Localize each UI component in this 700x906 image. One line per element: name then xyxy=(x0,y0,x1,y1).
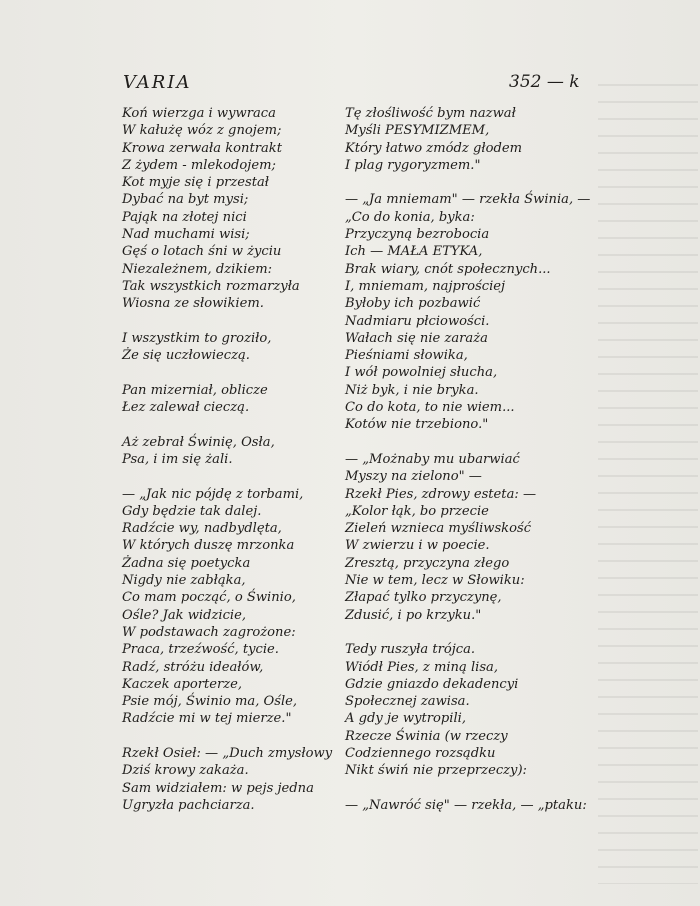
poem-line: „Kolor łąk, bo przecie xyxy=(345,503,489,519)
poem-line xyxy=(122,364,352,381)
poem-line: Ugryzła pachciarza. xyxy=(122,797,255,813)
poem-line: Radź, stróżu ideałów, xyxy=(122,659,264,675)
poem-line: Gdy będzie tak dalej. xyxy=(122,503,262,519)
poem-line: Byłoby ich pozbawić xyxy=(345,296,481,312)
poem-line: Wiódł Pies, z miną lisa, xyxy=(345,659,499,675)
poem-line: Wiosna ze słowikiem. xyxy=(122,296,264,312)
poem-line: Nad muchami wisi; xyxy=(122,227,250,243)
poem-line: Co do kota, to nie wiem... xyxy=(345,400,515,416)
poem-line: Ich — MAŁA ETYKA, xyxy=(345,244,483,260)
poem-line: I wół powolniej słucha, xyxy=(345,365,498,381)
poem-line: Myśli PESYMIZMEM, xyxy=(345,123,490,139)
poem-line: Dybać na byt mysi; xyxy=(122,192,249,208)
poem-line xyxy=(122,416,352,433)
poem-line: Łez zalewał cieczą. xyxy=(122,400,250,416)
poem-line: Niezależnem, dzikiem: xyxy=(122,261,273,277)
poem-line: Gęś o lotach śni w życiu xyxy=(122,244,282,260)
poem-line: Tedy ruszyła trójca. xyxy=(345,642,476,658)
poem-line: Nadmiaru płciowości. xyxy=(345,313,490,329)
poem-line: Ośle? Jak widzicie, xyxy=(122,607,247,623)
poem-line: Kotów nie trzebiono." xyxy=(345,417,489,433)
right-column-poem xyxy=(345,105,591,814)
poem-line: Aż zebrał Świnię, Osła, xyxy=(122,434,275,450)
poem-line: Gdzie gniazdo dekadencyi xyxy=(345,676,519,692)
poem-line: Zieleń wznieca myśliwskość xyxy=(345,521,532,537)
poem-line: Tak wszystkich rozmarzyła xyxy=(122,278,300,294)
poem-line: Psa, i im się żali. xyxy=(122,451,233,467)
poem-line xyxy=(345,174,585,191)
poem-line: Złapać tylko przyczynę, xyxy=(345,590,502,606)
poem-line: A gdy je wytropili, xyxy=(345,711,467,727)
poem-line: Co mam począć, o Świnio, xyxy=(122,590,296,606)
poem-line: Wałach się nie zaraża xyxy=(345,330,488,346)
section-title: VARIA xyxy=(123,72,192,93)
poem-line: Który łatwo zmódz głodem xyxy=(345,140,523,156)
poem-line: Radźcie mi w tej mierze." xyxy=(122,711,292,727)
poem-line: Praca, trzeźwość, tycie. xyxy=(122,642,279,658)
poem-line: Codziennego rozsądku xyxy=(345,745,496,761)
poem-line: Rzekł Osieł: — „Duch zmysłowy xyxy=(122,745,333,761)
poem-line xyxy=(345,434,585,451)
poem-line: Nikt świń nie przeprzeczy): xyxy=(345,763,527,779)
poem-line: Nie w tem, lecz w Słowiku: xyxy=(345,573,525,589)
page-number: 352 — k xyxy=(509,72,580,92)
poem-line xyxy=(345,780,585,797)
poem-line: „Co do konia, byka: xyxy=(345,209,475,225)
poem-line xyxy=(345,624,585,641)
poem-line: Koń wierzga i wywraca xyxy=(122,106,276,121)
poem-line: Pieśniami słowika, xyxy=(345,348,468,364)
poem-line: Niż byk, i nie bryka. xyxy=(345,382,479,398)
poem-line: Tę złośliwość bym nazwał xyxy=(345,106,516,121)
poem-line: Kot myje się i przestał xyxy=(122,175,270,191)
bleed-through-text xyxy=(598,84,698,884)
poem-line: W podstawach zagrożone: xyxy=(122,624,296,640)
poem-line: — „Ja mniemam" — rzekła Świnia, — xyxy=(345,192,591,208)
poem-line: Rzecze Świnia (w rzeczy xyxy=(345,728,508,744)
poem-line: Brak wiary, cnót społecznych... xyxy=(345,261,551,277)
poem-line: Przyczyną bezrobocia xyxy=(345,227,490,243)
poem-line: Z żydem - mlekodojem; xyxy=(122,157,276,173)
poem-line: W kałużę wóz z gnojem; xyxy=(122,123,282,139)
poem-line: Psie mój, Świnio ma, Ośle, xyxy=(122,694,298,710)
poem-line: Żadna się poetycka xyxy=(122,555,251,571)
poem-line: Że się uczłowieczą. xyxy=(122,348,250,364)
poem-line: Myszy na zielono" — xyxy=(345,469,482,485)
poem-line: I plag rygoryzmem." xyxy=(345,157,481,173)
poem-line: Społecznej zawisa. xyxy=(345,694,470,710)
poem-line: — „Nawróć się" — rzekła, — „ptaku: xyxy=(345,797,587,813)
poem-line: Nigdy nie zabłąka, xyxy=(122,573,246,589)
left-column-poem xyxy=(122,105,352,814)
poem-line: — „Jak nic pójdę z torbami, xyxy=(122,486,304,502)
poem-line xyxy=(122,728,352,745)
poem-line: I, mniemam, najprościej xyxy=(345,278,506,294)
poem-line: Zresztą, przyczyna złego xyxy=(345,555,510,571)
poem-line xyxy=(122,468,352,485)
poem-line: Zdusić, i po krzyku." xyxy=(345,607,482,623)
poem-line: Radźcie wy, nadbydlęta, xyxy=(122,521,282,537)
poem-line: W których duszę mrzonka xyxy=(122,538,295,554)
poem-line: Krowa zerwała kontrakt xyxy=(122,140,283,156)
poem-line: I wszystkim to groziło, xyxy=(122,330,272,346)
poem-line xyxy=(122,313,352,330)
poem-line: W zwierzu i w poecie. xyxy=(345,538,490,554)
poem-line: Rzekł Pies, zdrowy esteta: — xyxy=(345,486,537,502)
poem-line: Kaczek aporterze, xyxy=(122,676,243,692)
poem-line: Pająk na złotej nici xyxy=(122,209,247,225)
poem-line: Pan mizerniał, oblicze xyxy=(122,382,268,398)
poem-line: Sam widziałem: w pejs jedna xyxy=(122,780,314,796)
poem-line: — „Możnaby mu ubarwiać xyxy=(345,451,520,467)
poem-line: Dziś krowy zakaża. xyxy=(122,763,249,779)
